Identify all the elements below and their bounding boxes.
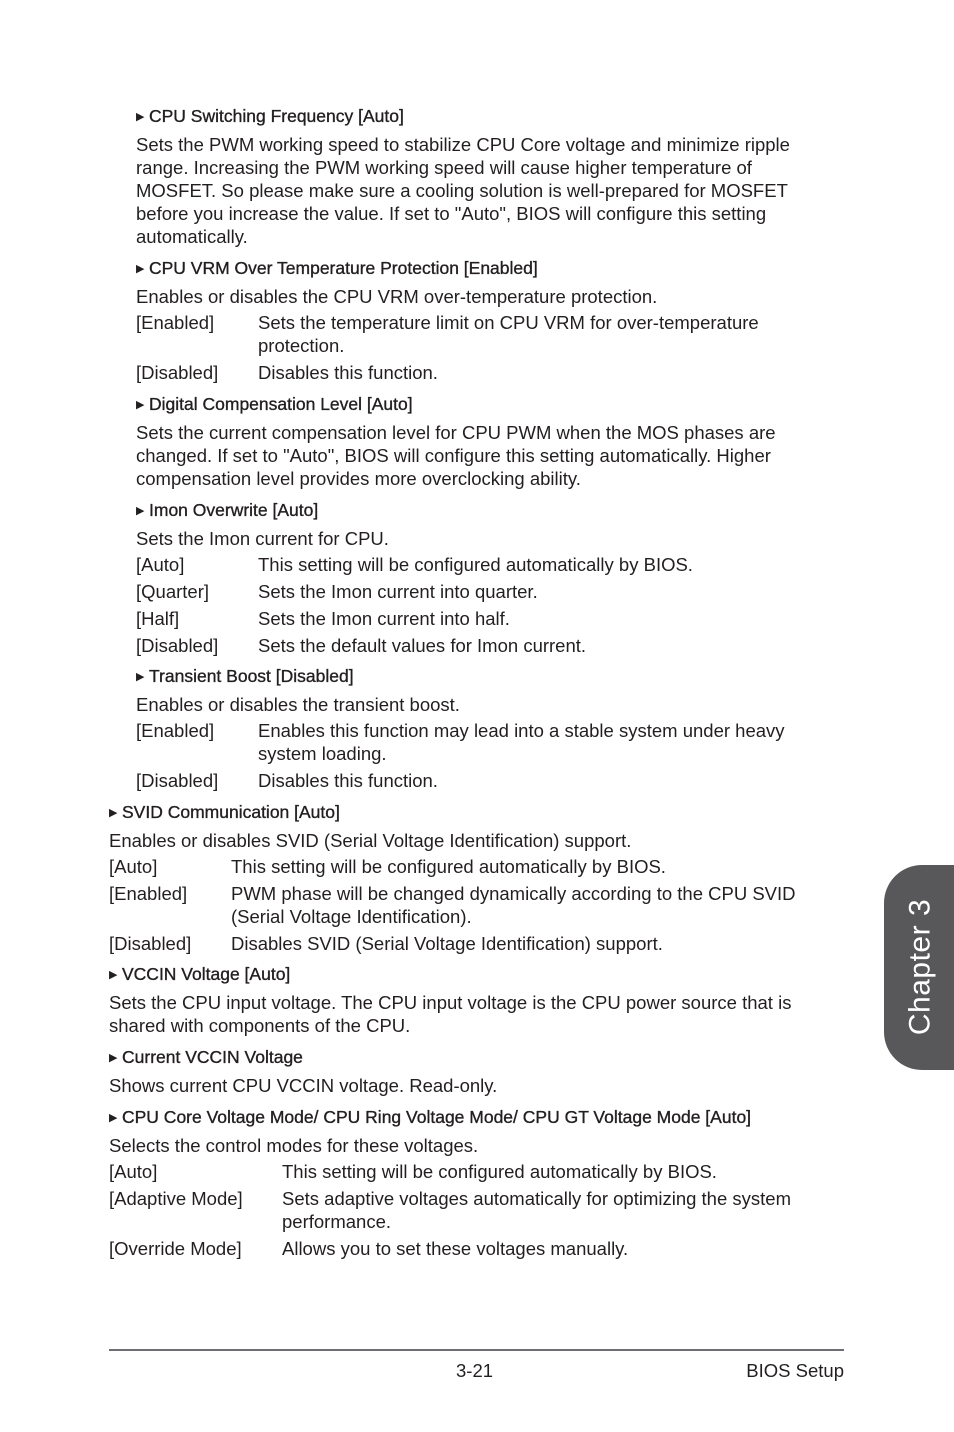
option-description: This setting will be configured automatically by BIOS. xyxy=(231,856,666,877)
triangle-bullet-icon: ▶ xyxy=(136,111,145,123)
option-description: Sets the Imon current into quarter. xyxy=(258,581,538,602)
setting-description: Shows current CPU VCCIN voltage. Read-only. xyxy=(109,1075,498,1096)
setting-heading: ▶ CPU Switching Frequency [Auto] xyxy=(136,106,404,126)
triangle-bullet-icon: ▶ xyxy=(136,399,145,411)
option-description: Disables this function. xyxy=(258,770,438,791)
triangle-bullet-icon: ▶ xyxy=(136,671,145,683)
setting-description: Enables or disables SVID (Serial Voltage Identification) support. xyxy=(109,830,632,851)
setting-heading: ▶ Digital Compensation Level [Auto] xyxy=(136,394,413,414)
option-row xyxy=(109,932,824,955)
option-key: [Auto] xyxy=(136,554,185,575)
setting-cpu-switching-frequency xyxy=(136,105,826,248)
option-description: This setting will be configured automatically by BIOS. xyxy=(258,554,693,575)
setting-imon-overwrite xyxy=(136,499,826,657)
option-key: [Auto] xyxy=(109,856,158,877)
option-key: [Enabled] xyxy=(136,720,215,741)
setting-description: Sets the PWM working speed to stabilize CPU Core voltage and minimize ripple range. Increasing the PWM working speed will cause higher temperature of MOSFET. So please make sure a cooling solution is well-prepared for MOSFET before you increase the value. If set to "Auto", BIOS will configure this setting automatically. xyxy=(136,134,790,247)
option-key: [Auto] xyxy=(109,1161,158,1182)
option-key: [Quarter] xyxy=(136,581,209,602)
triangle-bullet-icon: ▶ xyxy=(136,263,145,275)
option-description: Allows you to set these voltages manually. xyxy=(282,1238,629,1259)
setting-description: Enables or disables the CPU VRM over-temperature protection. xyxy=(136,286,658,307)
option-row xyxy=(109,855,824,878)
setting-cpu-vrm-over-temperature-protection xyxy=(136,257,826,384)
option-row xyxy=(136,634,826,657)
option-description: Sets the temperature limit on CPU VRM for over-temperature protection. xyxy=(258,312,759,356)
option-description: Sets the default values for Imon current. xyxy=(258,635,587,656)
setting-heading: ▶ Imon Overwrite [Auto] xyxy=(136,500,319,520)
option-row xyxy=(109,1160,824,1183)
setting-heading: ▶ VCCIN Voltage [Auto] xyxy=(109,964,291,984)
triangle-bullet-icon: ▶ xyxy=(136,505,145,517)
option-key: [Enabled] xyxy=(136,312,215,333)
triangle-bullet-icon: ▶ xyxy=(109,807,118,819)
triangle-bullet-icon: ▶ xyxy=(109,1052,118,1064)
setting-vccin-voltage xyxy=(109,963,824,1037)
setting-cpu-voltage-modes xyxy=(109,1106,824,1260)
setting-heading: ▶ Current VCCIN Voltage xyxy=(109,1047,303,1067)
option-key: [Disabled] xyxy=(109,933,192,954)
setting-heading: ▶ Transient Boost [Disabled] xyxy=(136,666,354,686)
setting-heading: ▶ CPU Core Voltage Mode/ CPU Ring Voltage Mode/ CPU GT Voltage Mode [Auto] xyxy=(109,1107,752,1127)
option-row xyxy=(136,769,826,792)
option-key: [Disabled] xyxy=(136,362,219,383)
setting-description: Sets the current compensation level for CPU PWM when the MOS phases are changed. If set to "Auto", BIOS will configure this setting automatically. Higher compensation level provides more overclocking ability. xyxy=(136,422,776,489)
setting-description: Sets the CPU input voltage. The CPU input voltage is the CPU power source that is shared with components of the CPU. xyxy=(109,992,792,1036)
option-key: [Adaptive Mode] xyxy=(109,1188,243,1209)
option-key: [Override Mode] xyxy=(109,1238,242,1259)
option-row xyxy=(136,553,826,576)
triangle-bullet-icon: ▶ xyxy=(109,1112,118,1124)
setting-transient-boost xyxy=(136,665,826,792)
option-description: PWM phase will be changed dynamically according to the CPU SVID (Serial Voltage Identification). xyxy=(231,883,796,927)
option-description: Disables SVID (Serial Voltage Identification) support. xyxy=(231,933,663,954)
setting-description: Selects the control modes for these voltages. xyxy=(109,1135,479,1156)
option-key: [Disabled] xyxy=(136,770,219,791)
chapter-tab xyxy=(884,865,954,1070)
setting-current-vccin-voltage xyxy=(109,1046,824,1097)
setting-description: Enables or disables the transient boost. xyxy=(136,694,460,715)
setting-heading: ▶ SVID Communication [Auto] xyxy=(109,802,340,822)
option-description: Sets the Imon current into half. xyxy=(258,608,510,629)
option-description: Sets adaptive voltages automatically for optimizing the system performance. xyxy=(282,1188,791,1232)
option-key: [Half] xyxy=(136,608,180,629)
option-row xyxy=(109,882,824,928)
footer-divider xyxy=(109,1349,844,1351)
setting-description: Sets the Imon current for CPU. xyxy=(136,528,389,549)
setting-digital-compensation-level xyxy=(136,393,826,490)
option-row xyxy=(136,607,826,630)
setting-heading: ▶ CPU VRM Over Temperature Protection [Enabled] xyxy=(136,258,538,278)
option-key: [Disabled] xyxy=(136,635,219,656)
option-row xyxy=(109,1187,824,1233)
option-description: This setting will be configured automatically by BIOS. xyxy=(282,1161,717,1182)
option-row xyxy=(136,719,826,765)
triangle-bullet-icon: ▶ xyxy=(109,969,118,981)
setting-svid-communication xyxy=(109,801,824,955)
option-row xyxy=(136,580,826,603)
chapter-tab-label: Chapter 3 xyxy=(903,898,937,1036)
option-key: [Enabled] xyxy=(109,883,188,904)
page-number: 3-21 xyxy=(456,1360,494,1381)
option-row xyxy=(136,361,826,384)
footer-title: BIOS Setup xyxy=(746,1360,844,1381)
option-row xyxy=(136,311,826,357)
option-description: Enables this function may lead into a stable system under heavy system loading. xyxy=(258,720,785,764)
option-row xyxy=(109,1237,824,1260)
option-description: Disables this function. xyxy=(258,362,438,383)
